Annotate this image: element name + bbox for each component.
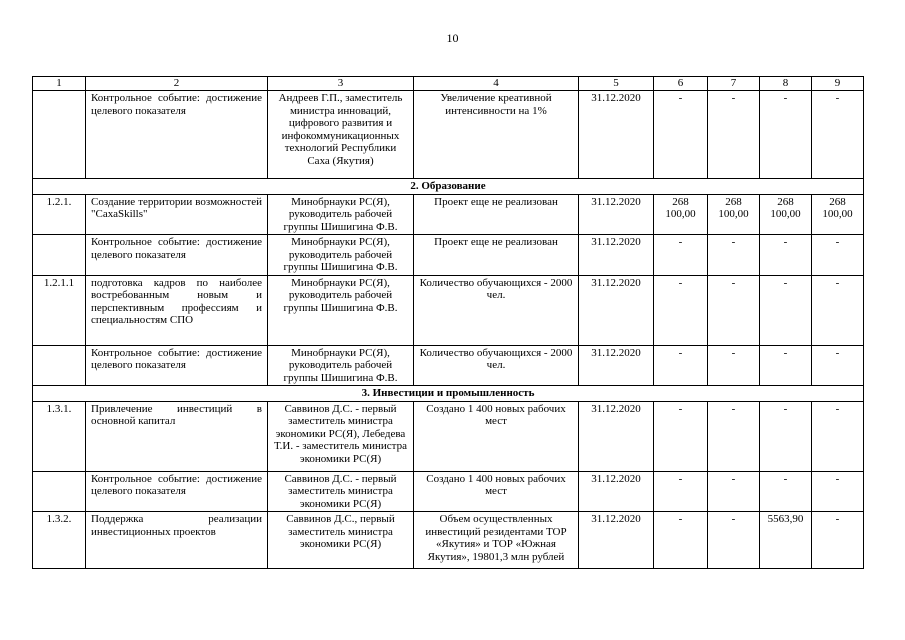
due-date: 31.12.2020: [579, 91, 654, 179]
value-col-7: -: [708, 401, 760, 471]
section-title: 3. Инвестиции и промышленность: [33, 386, 864, 402]
value-col-8: -: [760, 471, 812, 512]
result-indicator: Объем осуществленных инвестиций резидентами ТОР «Якутия» и ТОР «Южная Якутия», 19801,3 млн рублей: [414, 512, 579, 569]
column-number: 7: [708, 77, 760, 91]
result-indicator: Количество обучающихся - 2000 чел.: [414, 275, 579, 345]
item-number: [33, 471, 86, 512]
value-col-8: -: [760, 345, 812, 386]
value-col-7: -: [708, 345, 760, 386]
item-number: 1.2.1.: [33, 194, 86, 235]
responsible: Минобрнауки РС(Я), руководитель рабочей группы Шишигина Ф.В.: [268, 275, 414, 345]
item-number: 1.3.2.: [33, 512, 86, 569]
column-number: 4: [414, 77, 579, 91]
value-col-9: 268 100,00: [812, 194, 864, 235]
result-indicator: Проект еще не реализован: [414, 194, 579, 235]
event-name: подготовка кадров по наиболее востребованным новым и перспективным профессиям и специальностям СПО: [86, 275, 268, 345]
event-name: Контрольное событие: достижение целевого показателя: [86, 471, 268, 512]
plan-table: [32, 76, 864, 569]
column-number: 5: [579, 77, 654, 91]
value-col-9: -: [812, 471, 864, 512]
value-col-8: 268 100,00: [760, 194, 812, 235]
table-row: [33, 235, 864, 276]
value-col-8: -: [760, 91, 812, 179]
item-number: 1.2.1.1: [33, 275, 86, 345]
event-name: Создание территории возможностей "СахаSkills": [86, 194, 268, 235]
table-row: [33, 91, 864, 179]
item-number: [33, 345, 86, 386]
value-col-7: -: [708, 91, 760, 179]
responsible: Минобрнауки РС(Я), руководитель рабочей группы Шишигина Ф.В.: [268, 194, 414, 235]
section-row: [33, 386, 864, 402]
due-date: 31.12.2020: [579, 471, 654, 512]
value-col-9: -: [812, 345, 864, 386]
result-indicator: Количество обучающихся - 2000 чел.: [414, 345, 579, 386]
table-row: [33, 401, 864, 471]
table-row: [33, 345, 864, 386]
section-title: 2. Образование: [33, 179, 864, 195]
table-row: [33, 512, 864, 569]
item-number: 1.3.1.: [33, 401, 86, 471]
event-name: Привлечение инвестиций в основной капитал: [86, 401, 268, 471]
value-col-7: -: [708, 235, 760, 276]
table-row: [33, 194, 864, 235]
value-col-9: -: [812, 91, 864, 179]
value-col-7: -: [708, 512, 760, 569]
value-col-6: -: [654, 401, 708, 471]
column-number: 3: [268, 77, 414, 91]
due-date: 31.12.2020: [579, 194, 654, 235]
result-indicator: Создано 1 400 новых рабочих мест: [414, 401, 579, 471]
item-number: [33, 235, 86, 276]
due-date: 31.12.2020: [579, 235, 654, 276]
value-col-6: -: [654, 345, 708, 386]
value-col-8: 5563,90: [760, 512, 812, 569]
event-name: Поддержка реализации инвестиционных проектов: [86, 512, 268, 569]
value-col-6: 268 100,00: [654, 194, 708, 235]
event-name: Контрольное событие: достижение целевого показателя: [86, 235, 268, 276]
value-col-8: -: [760, 235, 812, 276]
value-col-6: -: [654, 512, 708, 569]
column-number: 9: [812, 77, 864, 91]
responsible: Саввинов Д.С., первый заместитель министра экономики РС(Я): [268, 512, 414, 569]
item-number: [33, 91, 86, 179]
value-col-7: -: [708, 275, 760, 345]
value-col-7: 268 100,00: [708, 194, 760, 235]
value-col-9: -: [812, 401, 864, 471]
column-number: 8: [760, 77, 812, 91]
responsible: Минобрнауки РС(Я), руководитель рабочей группы Шишигина Ф.В.: [268, 235, 414, 276]
column-number: 6: [654, 77, 708, 91]
column-number: 2: [86, 77, 268, 91]
value-col-8: -: [760, 401, 812, 471]
due-date: 31.12.2020: [579, 345, 654, 386]
value-col-9: -: [812, 512, 864, 569]
responsible: Минобрнауки РС(Я), руководитель рабочей группы Шишигина Ф.В.: [268, 345, 414, 386]
value-col-9: -: [812, 275, 864, 345]
page-number: 10: [446, 31, 459, 45]
column-number: 1: [33, 77, 86, 91]
value-col-6: -: [654, 235, 708, 276]
responsible: Саввинов Д.С. - первый заместитель министра экономики РС(Я): [268, 471, 414, 512]
value-col-7: -: [708, 471, 760, 512]
table-row: [33, 471, 864, 512]
due-date: 31.12.2020: [579, 512, 654, 569]
responsible: Саввинов Д.С. - первый заместитель министра экономики РС(Я), Лебедева Т.И. - заместитель министра экономики РС(Я): [268, 401, 414, 471]
event-name: Контрольное событие: достижение целевого показателя: [86, 345, 268, 386]
value-col-6: -: [654, 471, 708, 512]
responsible: Андреев Г.П., заместитель министра инноваций, цифрового развития и инфокоммуникационных технологий Республики Саха (Якутия): [268, 91, 414, 179]
event-name: Контрольное событие: достижение целевого показателя: [86, 91, 268, 179]
value-col-9: -: [812, 235, 864, 276]
value-col-6: -: [654, 91, 708, 179]
section-row: [33, 179, 864, 195]
column-number-row: [33, 77, 864, 91]
value-col-6: -: [654, 275, 708, 345]
result-indicator: Увеличение креативной интенсивности на 1%: [414, 91, 579, 179]
due-date: 31.12.2020: [579, 401, 654, 471]
value-col-8: -: [760, 275, 812, 345]
table-body: [33, 77, 864, 569]
due-date: 31.12.2020: [579, 275, 654, 345]
table-row: [33, 275, 864, 345]
result-indicator: Создано 1 400 новых рабочих мест: [414, 471, 579, 512]
result-indicator: Проект еще не реализован: [414, 235, 579, 276]
